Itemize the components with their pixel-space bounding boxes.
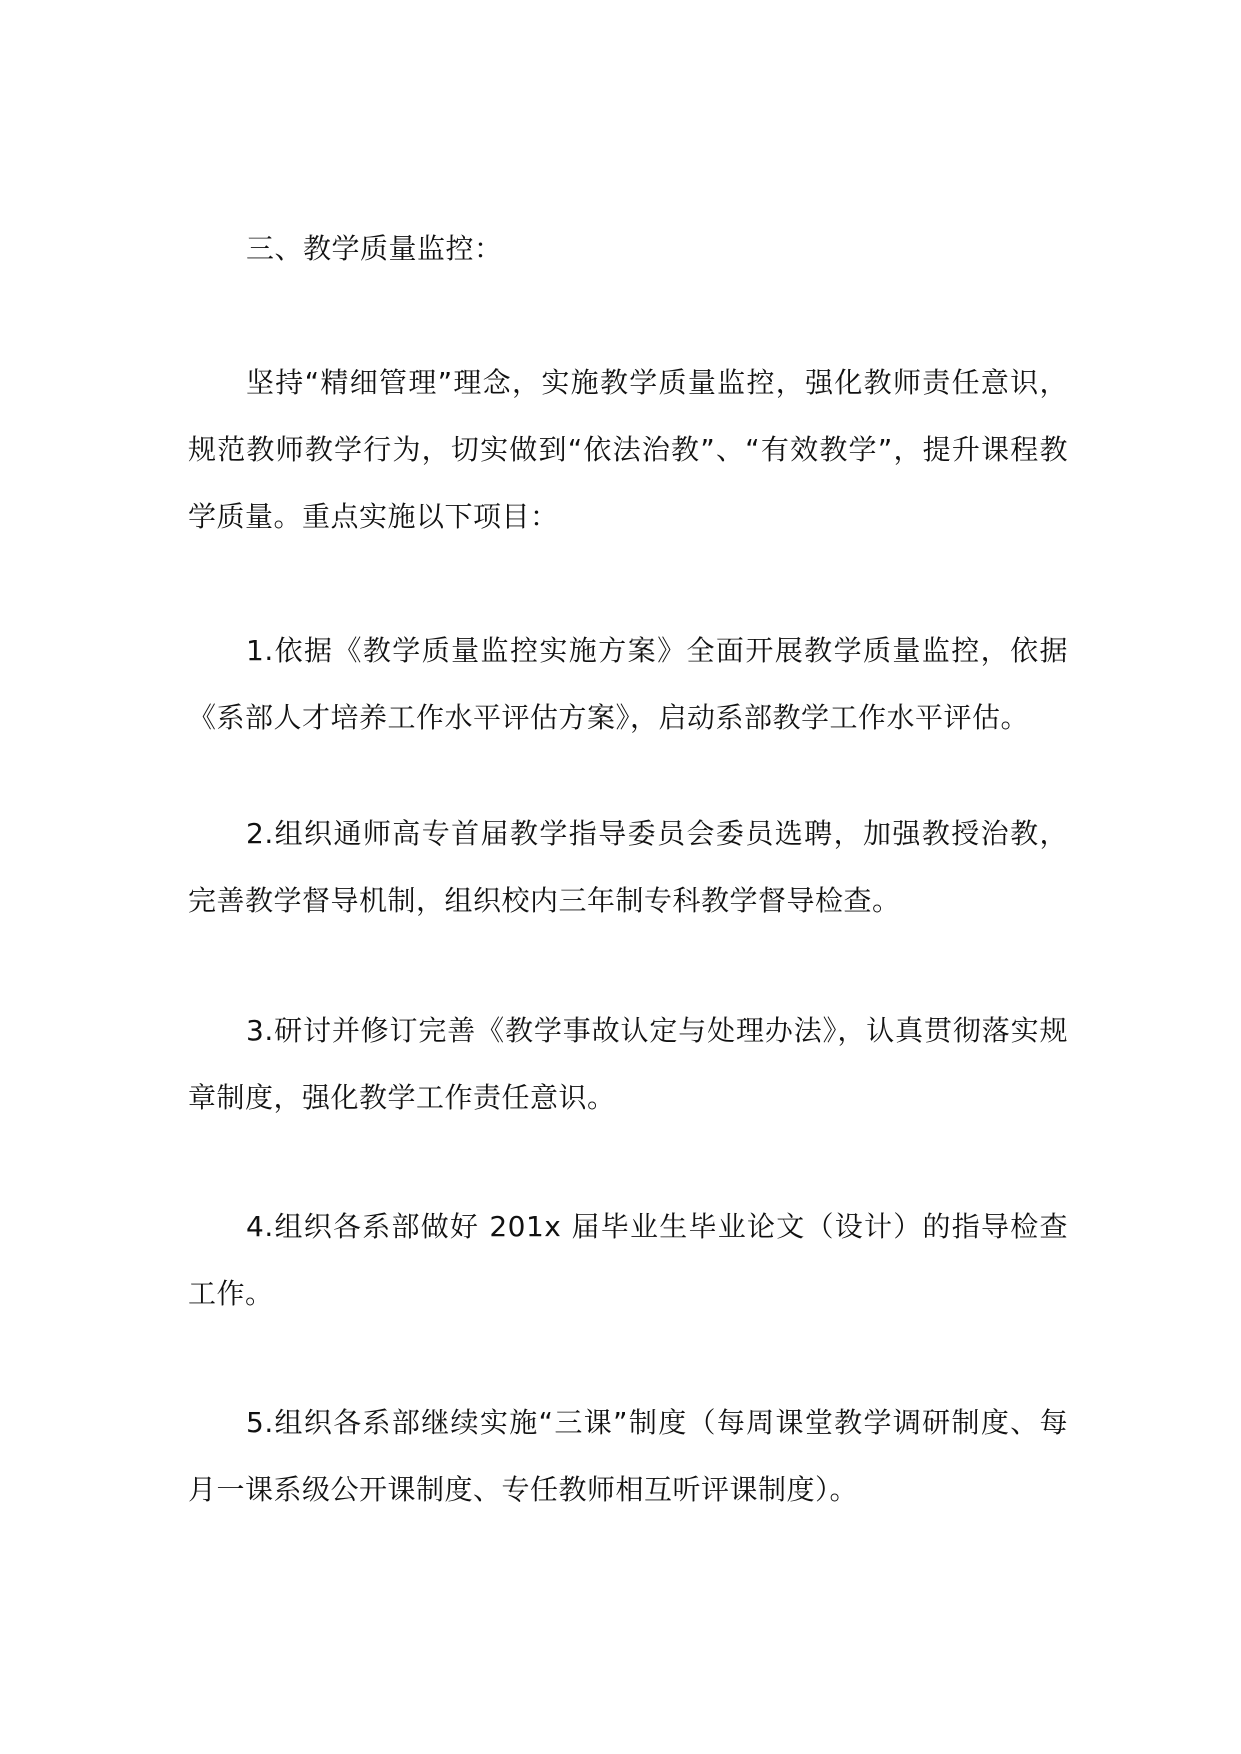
list-item: 1.依据《教学质量监控实施方案》全面开展教学质量监控，依据《系部人才培养工作水平评估方案》，启动系部教学工作水平评估。 [188,634,1068,734]
list-item: 2.组织通师高专首届教学指导委员会委员选聘，加强教授治教，完善教学督导机制，组织校内三年制专科教学督导检查。 [188,817,1068,917]
list-item: 4.组织各系部做好 201x 届毕业生毕业论文（设计）的指导检查工作。 [188,1210,1068,1310]
list-item: 5.组织各系部继续实施“三课”制度（每周课堂教学调研制度、每月一课系级公开课制度、专任教师相互听评课制度）。 [188,1406,1068,1506]
intro-paragraph: 坚持“精细管理”理念，实施教学质量监控，强化教师责任意识，规范教师教学行为，切实做到“依法治教”、“有效教学”，提升课程教学质量。重点实施以下项目： [188,366,1068,533]
list-item: 3.研讨并修订完善《教学事故认定与处理办法》，认真贯彻落实规章制度，强化教学工作责任意识。 [188,1014,1068,1114]
section-heading: 三、教学质量监控： [246,232,503,265]
